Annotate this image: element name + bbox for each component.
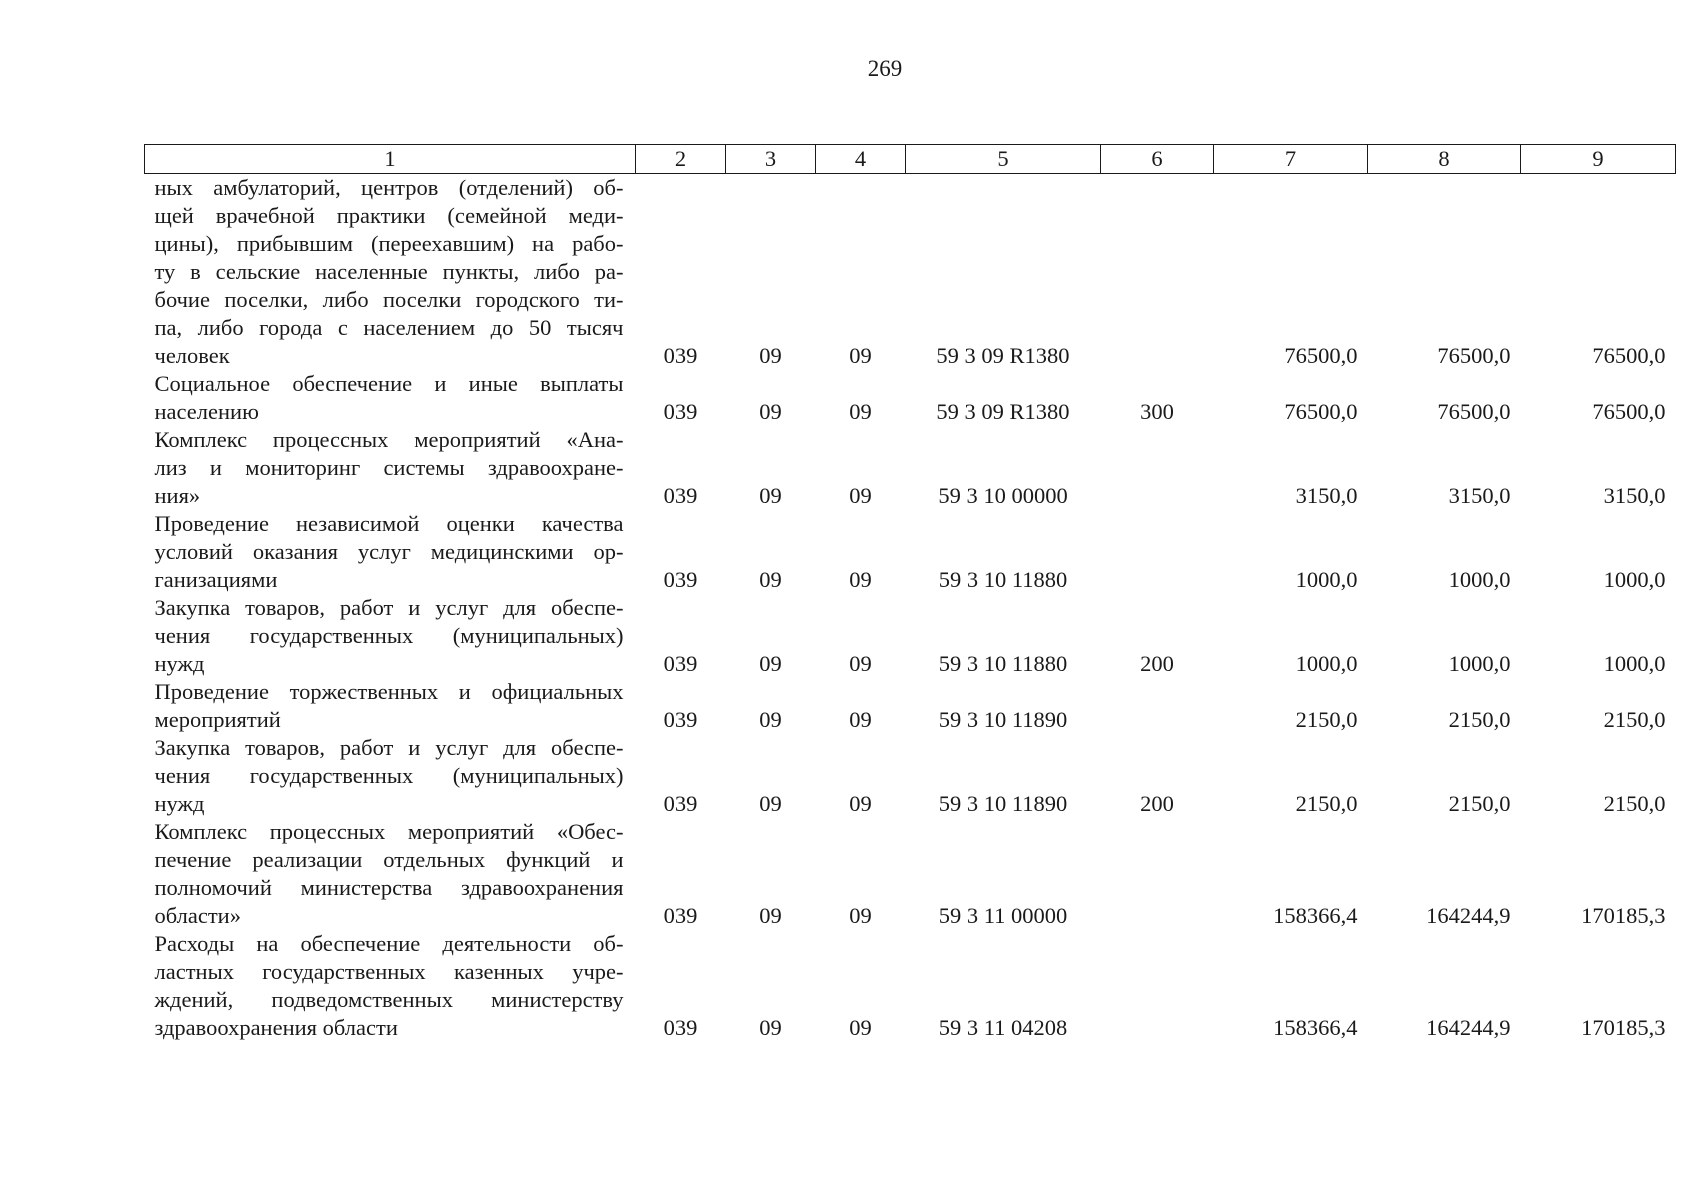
amount-year1-cell: 2150,0 [1295,707,1358,732]
amount-year2-cell: 2150,0 [1448,791,1511,816]
item-name-line: ганизациями [154,567,278,592]
budget-chapter-cell: 039 [663,651,698,676]
table-row [145,594,1676,678]
header-cell: 9 [1521,145,1676,174]
item-name-cell [145,370,636,426]
item-name-line: щей врачебной практики (семейной меди- [154,203,624,228]
expense-type-cell: 300 [1140,399,1174,424]
amount-year2-cell: 76500,0 [1437,343,1511,368]
budget-chapter-cell: 039 [663,343,698,368]
budget-chapter-cell: 039 [663,567,698,592]
budget-chapter-cell: 039 [663,707,698,732]
item-name-line: лиз и мониторинг системы здравоохране- [154,455,624,480]
item-name-line: Проведение независимой оценки качества [154,511,624,536]
amount-year3-cell: 1000,0 [1603,567,1666,592]
target-article-cell: 59 3 09 R1380 [936,399,1070,424]
amount-year3-cell: 3150,0 [1603,483,1666,508]
header-cell: 1 [145,145,636,174]
item-name-line: чения государственных (муниципальных) [154,763,624,788]
expense-type-cell [1101,174,1214,371]
amount-year3-cell: 1000,0 [1603,651,1666,676]
header-row [145,145,1676,174]
target-article-cell: 59 3 11 00000 [938,903,1068,928]
item-name-line: Расходы на обеспечение деятельности об- [154,931,624,956]
budget-table [144,144,1676,1042]
header-cell: 6 [1101,145,1214,174]
budget-chapter-cell: 039 [663,399,698,424]
amount-year1-cell: 1000,0 [1295,651,1358,676]
item-name-line: полномочий министерства здравоохранения [154,875,624,900]
section-cell: 09 [759,483,782,508]
amount-year3-cell: 2150,0 [1603,707,1666,732]
budget-chapter-cell: 039 [663,483,698,508]
item-name-cell [145,930,636,1042]
header-cell: 8 [1368,145,1521,174]
section-cell: 09 [759,651,782,676]
amount-year2-cell: 164244,9 [1426,1015,1511,1040]
item-name-line: области» [154,903,241,928]
amount-year2-cell: 76500,0 [1437,399,1511,424]
table-row [145,370,1676,426]
item-name-line: цины), прибывшим (переехавшим) на рабо- [154,231,624,256]
item-name-cell [145,734,636,818]
header-cell: 3 [726,145,816,174]
item-name-cell [145,594,636,678]
subsection-cell: 09 [849,903,872,928]
budget-chapter-cell: 039 [663,791,698,816]
amount-year1-cell: 76500,0 [1284,343,1358,368]
expense-type-cell: 200 [1140,651,1174,676]
item-name-line: ждений, подведомственных министерству [154,987,624,1012]
item-name-line: нужд [154,791,205,816]
target-article-cell: 59 3 10 11880 [938,567,1068,592]
amount-year2-cell: 3150,0 [1448,483,1511,508]
amount-year2-cell: 1000,0 [1448,567,1511,592]
section-cell: 09 [759,707,782,732]
header-cell: 5 [906,145,1101,174]
target-article-cell: 59 3 10 11880 [938,651,1068,676]
expense-type-cell [1101,678,1214,734]
subsection-cell: 09 [849,707,872,732]
target-article-cell: 59 3 09 R1380 [936,343,1070,368]
expense-type-cell [1101,426,1214,510]
amount-year1-cell: 1000,0 [1295,567,1358,592]
section-cell: 09 [759,343,782,368]
target-article-cell: 59 3 10 11890 [938,791,1068,816]
amount-year1-cell: 158366,4 [1273,903,1358,928]
amount-year1-cell: 158366,4 [1273,1015,1358,1040]
section-cell: 09 [759,791,782,816]
item-name-cell [145,678,636,734]
table-row [145,174,1676,371]
amount-year1-cell: 3150,0 [1295,483,1358,508]
item-name-line: ту в сельские населенные пункты, либо ра- [154,259,624,284]
subsection-cell: 09 [849,399,872,424]
amount-year3-cell: 76500,0 [1592,343,1666,368]
section-cell: 09 [759,1015,782,1040]
item-name-cell [145,174,636,371]
item-name-line: Закупка товаров, работ и услуг для обеспе- [154,595,624,620]
item-name-line: ных амбулаторий, центров (отделений) об- [154,175,624,200]
item-name-line: мероприятий [154,707,281,732]
item-name-line: населению [154,399,259,424]
target-article-cell: 59 3 10 11890 [938,707,1068,732]
header-cell: 7 [1214,145,1368,174]
amount-year3-cell: 2150,0 [1603,791,1666,816]
budget-chapter-cell: 039 [663,903,698,928]
subsection-cell: 09 [849,567,872,592]
item-name-line: Комплекс процессных мероприятий «Обес- [154,819,624,844]
target-article-cell: 59 3 11 04208 [938,1015,1068,1040]
item-name-line: Закупка товаров, работ и услуг для обеспе- [154,735,624,760]
section-cell: 09 [759,903,782,928]
header-cell: 2 [636,145,726,174]
section-cell: 09 [759,399,782,424]
amount-year3-cell: 170185,3 [1581,903,1666,928]
item-name-line: здравоохранения области [154,1015,398,1040]
item-name-line: человек [154,343,230,368]
item-name-cell [145,426,636,510]
item-name-line: па, либо города с населением до 50 тысяч [154,315,624,340]
expense-type-cell [1101,818,1214,930]
item-name-line: бочие поселки, либо поселки городского ти- [154,287,624,312]
amount-year3-cell: 76500,0 [1592,399,1666,424]
amount-year2-cell: 164244,9 [1426,903,1511,928]
subsection-cell: 09 [849,483,872,508]
table-row [145,426,1676,510]
table-row [145,734,1676,818]
amount-year1-cell: 76500,0 [1284,399,1358,424]
subsection-cell: 09 [849,1015,872,1040]
page-number: 269 [867,56,903,81]
item-name-line: ния» [154,483,201,508]
item-name-line: Проведение торжественных и официальных [154,679,624,704]
amount-year1-cell: 2150,0 [1295,791,1358,816]
section-cell: 09 [759,567,782,592]
item-name-line: нужд [154,651,205,676]
subsection-cell: 09 [849,791,872,816]
item-name-cell [145,510,636,594]
expense-type-cell [1101,930,1214,1042]
item-name-line: печение реализации отдельных функций и [154,847,624,872]
budget-chapter-cell: 039 [663,1015,698,1040]
item-name-cell [145,818,636,930]
amount-year2-cell: 2150,0 [1448,707,1511,732]
table-row [145,930,1676,1042]
expense-type-cell [1101,510,1214,594]
target-article-cell: 59 3 10 00000 [938,483,1068,508]
subsection-cell: 09 [849,343,872,368]
amount-year2-cell: 1000,0 [1448,651,1511,676]
item-name-line: чения государственных (муниципальных) [154,623,624,648]
table-row [145,818,1676,930]
expense-type-cell: 200 [1140,791,1174,816]
subsection-cell: 09 [849,651,872,676]
item-name-line: ластных государственных казенных учре- [154,959,624,984]
item-name-line: Комплекс процессных мероприятий «Ана- [154,427,624,452]
amount-year3-cell: 170185,3 [1581,1015,1666,1040]
item-name-line: условий оказания услуг медицинскими ор- [154,539,624,564]
table-row [145,678,1676,734]
header-cell: 4 [816,145,906,174]
table-row [145,510,1676,594]
item-name-line: Социальное обеспечение и иные выплаты [154,371,624,396]
